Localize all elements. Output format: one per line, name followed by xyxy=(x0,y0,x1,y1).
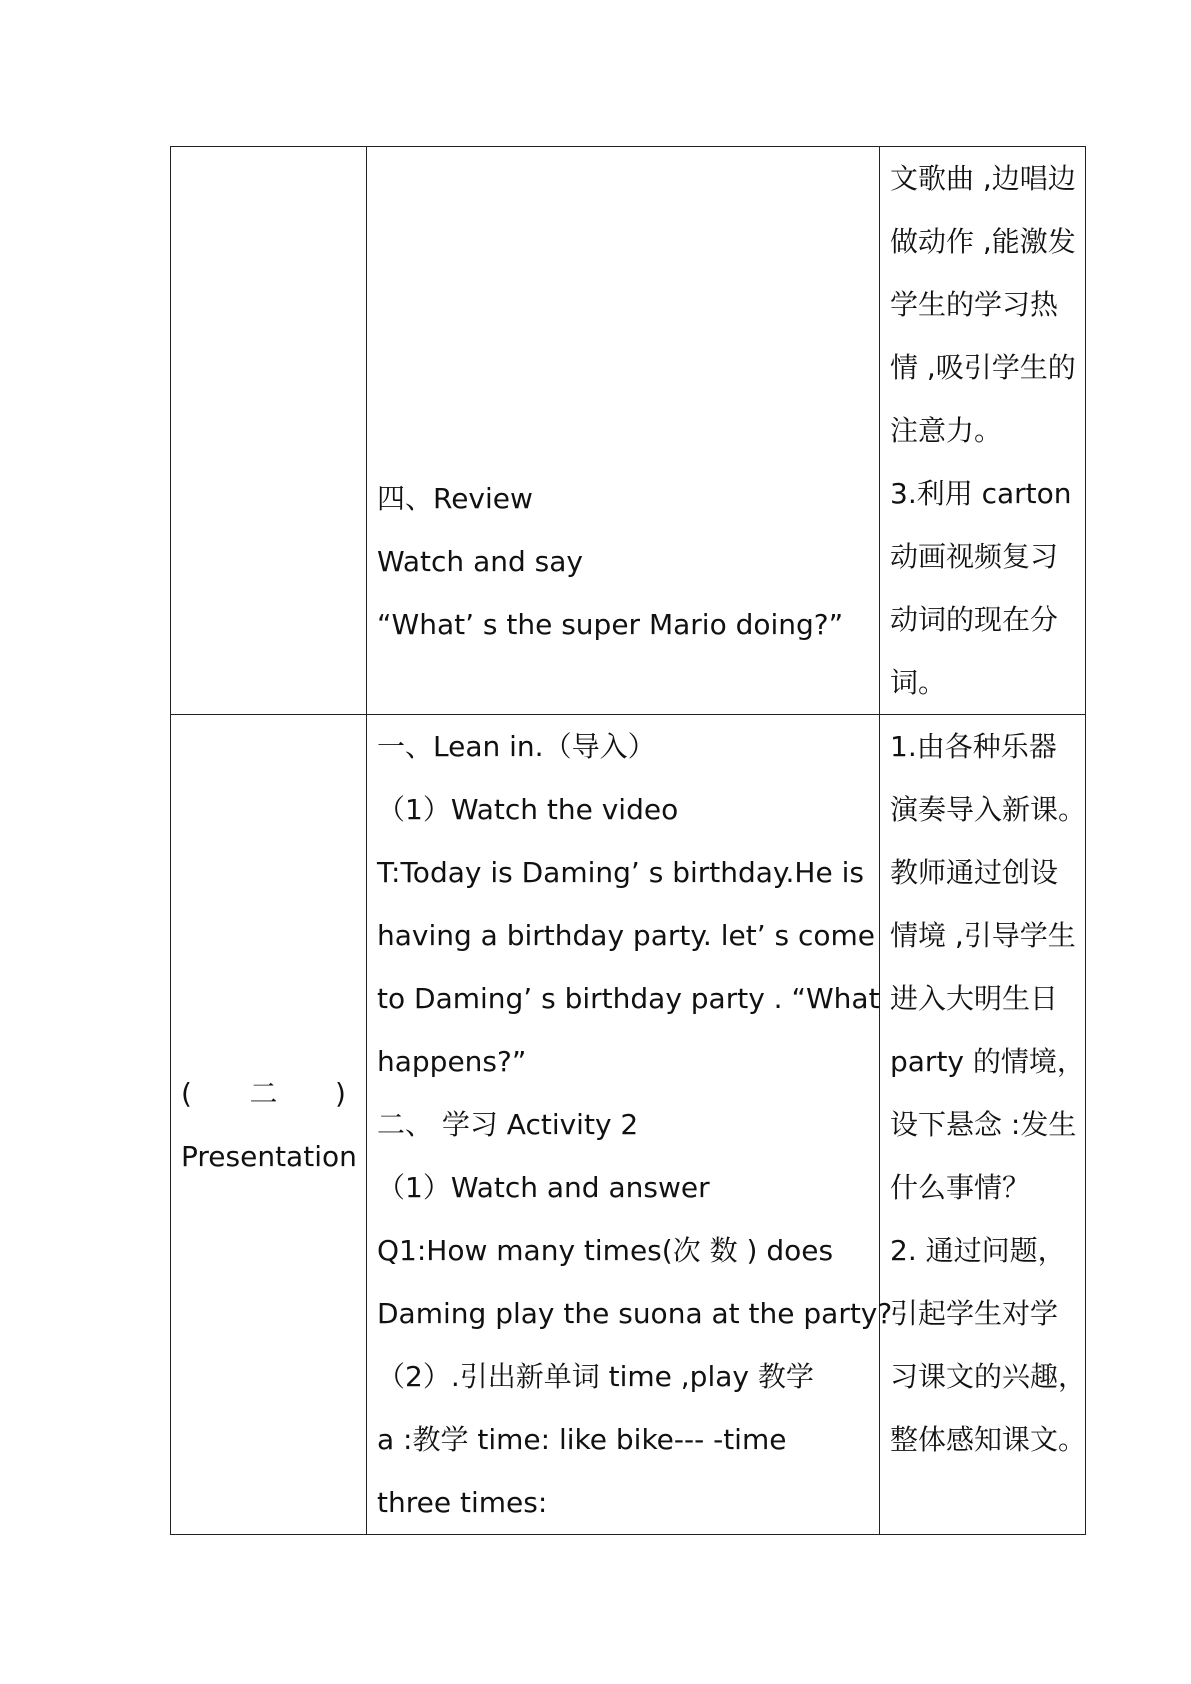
content-line: happens?” xyxy=(377,1045,527,1078)
notes-line: 进入大明生日 xyxy=(890,982,1059,1015)
notes-line: 注意力。 xyxy=(890,414,1003,447)
content-cell xyxy=(367,715,893,1535)
content-line: Daming play the suona at the party? xyxy=(377,1297,893,1330)
notes-line: 做动作 ,能激发 xyxy=(890,225,1076,258)
notes-line: 引起学生对学 xyxy=(890,1297,1059,1330)
notes-line: 动词的现在分 xyxy=(890,603,1059,636)
content-line: “What’ s the super Mario doing?” xyxy=(377,608,844,641)
notes-cell xyxy=(880,715,1086,1535)
content-line: （1）Watch and answer xyxy=(377,1171,710,1204)
content-line: 一、Lean in.（导入） xyxy=(377,730,656,763)
notes-line: 文歌曲 ,边唱边 xyxy=(890,162,1076,195)
table-row xyxy=(171,147,1086,715)
notes-line: 教师通过创设 xyxy=(890,856,1059,889)
content-line: three times: xyxy=(377,1486,548,1519)
notes-line: 1.由各种乐器 xyxy=(890,730,1057,763)
content-line: having a birthday party. let’ s come xyxy=(377,919,876,952)
stage-paren-close: ) xyxy=(335,1076,346,1110)
notes-line: 演奏导入新课。 xyxy=(890,793,1087,826)
stage-cell xyxy=(171,147,367,715)
content-line: （1）Watch the video xyxy=(377,793,679,826)
stage-number-text: 二 xyxy=(249,1076,278,1110)
notes-line: 动画视频复习 xyxy=(890,540,1059,573)
content-line: to Daming’ s birthday party . “What xyxy=(377,982,880,1015)
content-line: a :教学 time: like bike--- -time xyxy=(377,1423,787,1456)
table-row xyxy=(171,715,1086,1535)
notes-line: 整体感知课文。 xyxy=(890,1423,1087,1456)
notes-line: 设下悬念 :发生 xyxy=(890,1108,1077,1141)
notes-line: 3.利用 carton xyxy=(890,477,1072,510)
notes-line: 2. 通过问题， xyxy=(890,1234,1066,1267)
notes-line: 词。 xyxy=(890,666,947,699)
notes-line: 学生的学习热 xyxy=(890,288,1059,321)
lesson-plan-table xyxy=(170,146,1086,1535)
content-line: 二、 学习 Activity 2 xyxy=(377,1108,639,1141)
content-line: Q1:How many times(次 数 ) does xyxy=(377,1234,834,1267)
content-line: T:Today is Daming’ s birthday.He is xyxy=(377,856,864,889)
notes-line: 情境 ,引导学生 xyxy=(890,919,1076,952)
notes-line: 习课文的兴趣， xyxy=(890,1360,1087,1393)
notes-line: party 的情境， xyxy=(890,1045,1085,1078)
stage-paren-open: ( xyxy=(181,1076,192,1110)
notes-line: 情 ,吸引学生的 xyxy=(890,351,1076,384)
notes-line: 什么事情？ xyxy=(890,1171,1031,1204)
content-cell xyxy=(367,147,880,715)
stage-label: Presentation xyxy=(181,1139,357,1173)
stage-number xyxy=(181,1062,346,1125)
content-line: （2）.引出新单词 time ,play 教学 xyxy=(377,1360,814,1393)
content-line: Watch and say xyxy=(377,545,583,578)
notes-cell xyxy=(880,147,1086,715)
content-line: 四、Review xyxy=(377,482,533,515)
stage-cell xyxy=(171,715,367,1535)
